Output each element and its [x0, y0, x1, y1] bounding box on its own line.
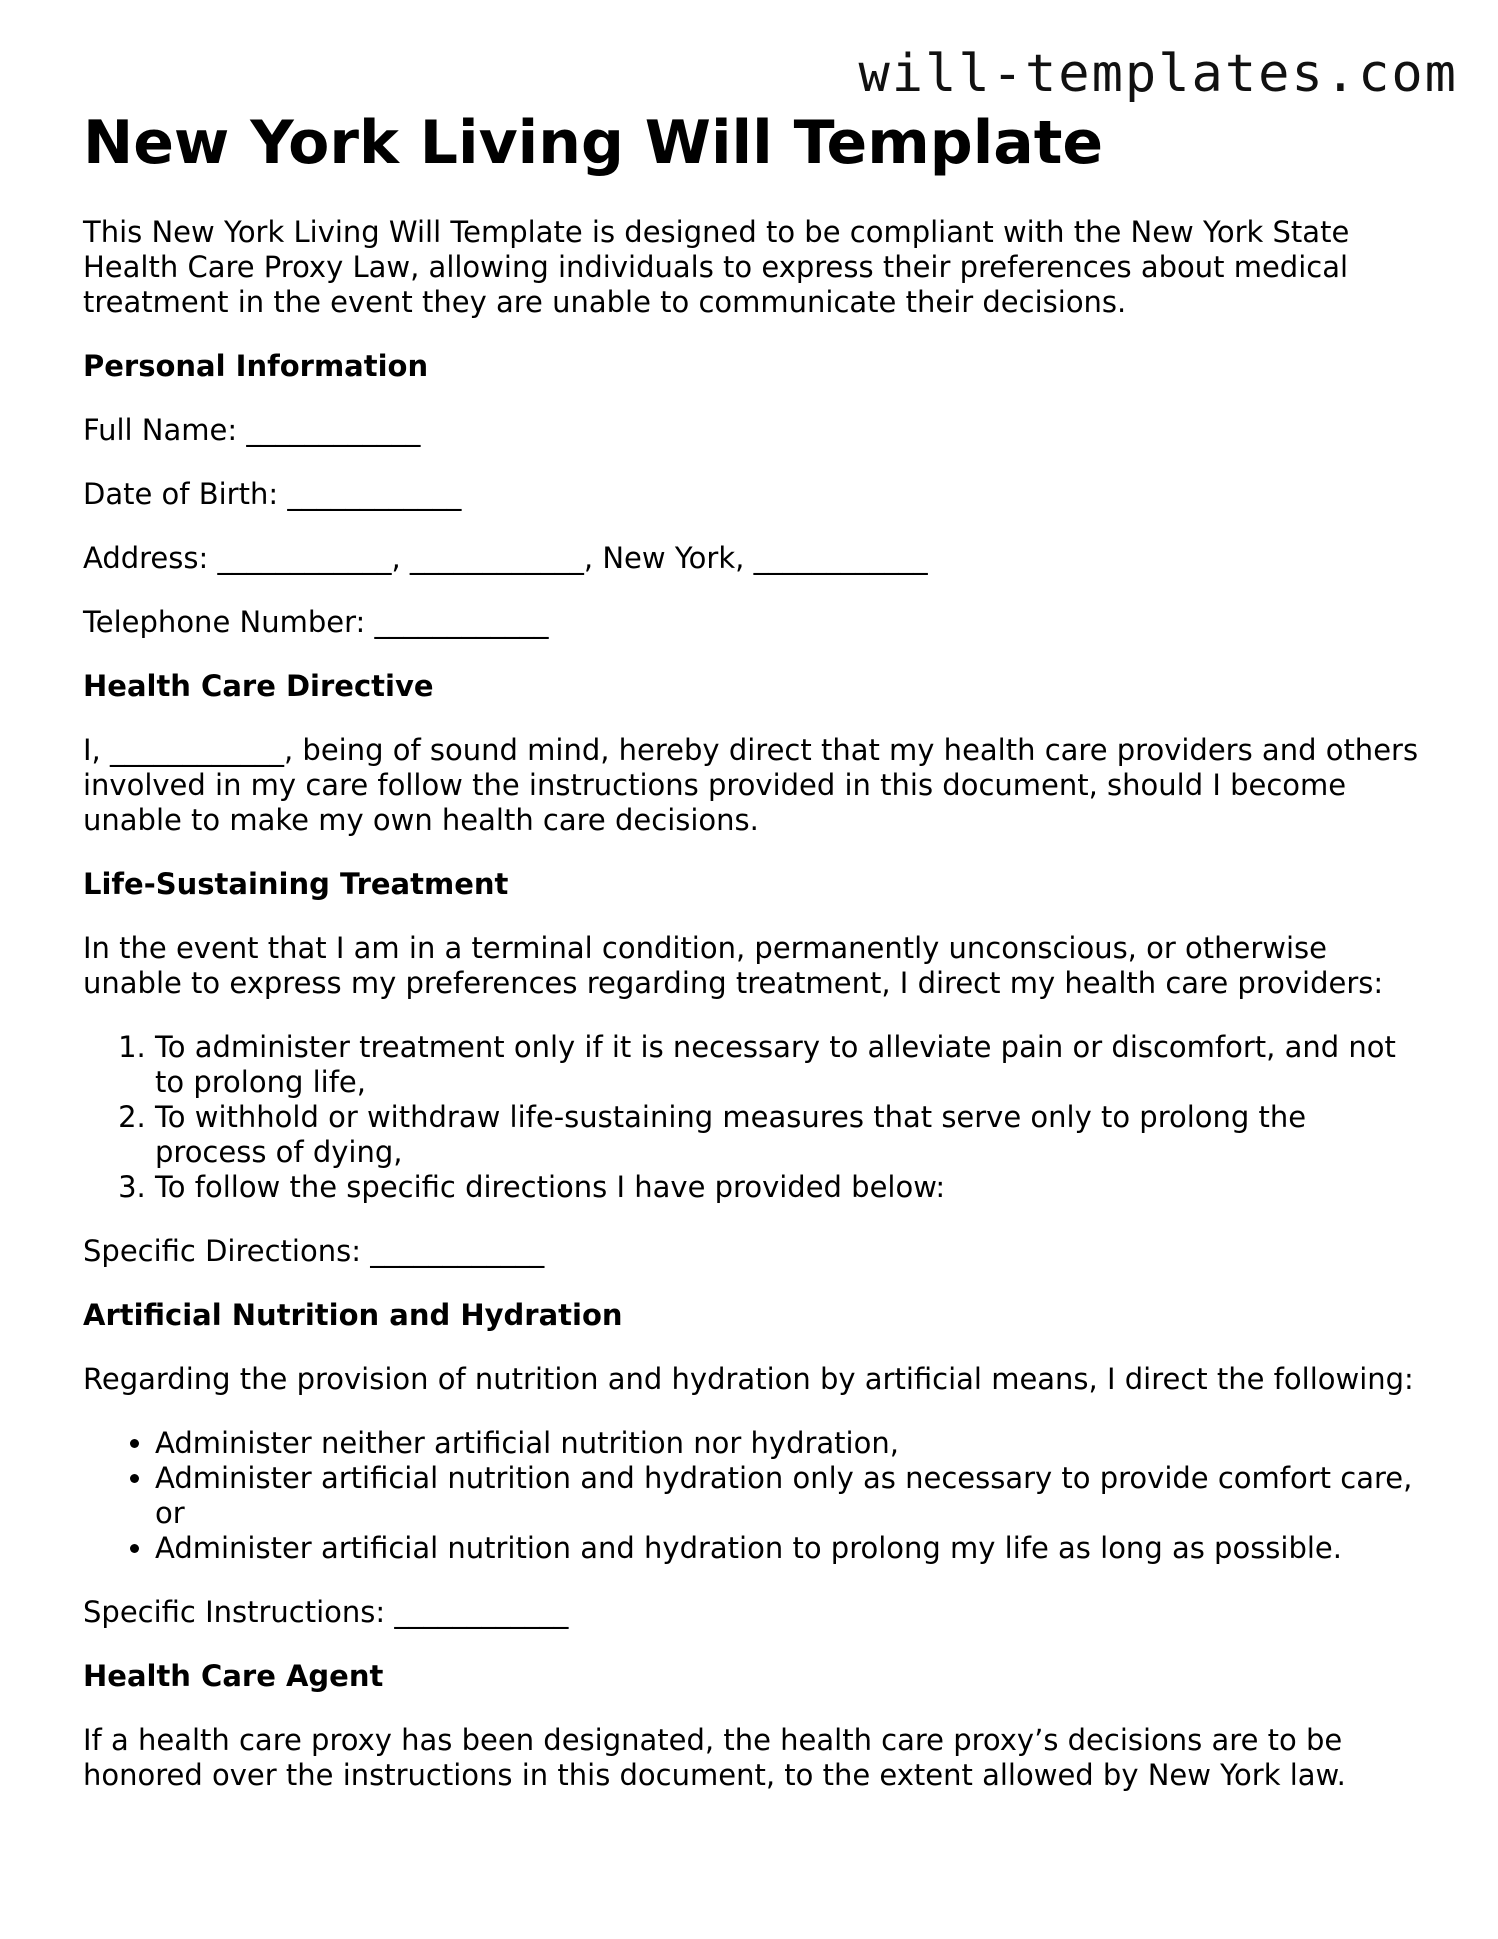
list-item: • Administer neither artificial nutrition nor hydration,	[155, 1426, 1423, 1461]
page-title: New York Living Will Template	[83, 108, 1104, 178]
life-sustaining-paragraph: In the event that I am in a terminal condition, permanently unconscious, or otherwise unable to express my preferences regarding treatment, I direct my health care providers:	[83, 931, 1384, 1000]
specific-instructions-field: Specific Instructions: ____________	[83, 1595, 569, 1629]
nutrition-list	[83, 1426, 1423, 1566]
life-sustaining-heading: Life-Sustaining Treatment	[83, 867, 509, 901]
list-item: • Administer artificial nutrition and hydration to prolong my life as long as possible.	[155, 1531, 1423, 1566]
specific-directions-field: Specific Directions: ____________	[83, 1234, 545, 1268]
directive-heading: Health Care Directive	[83, 669, 434, 703]
list-item: 1. To administer treatment only if it is necessary to alleviate pain or discomfort, and not to prolong life,	[155, 1030, 1423, 1100]
agent-heading: Health Care Agent	[83, 1659, 384, 1693]
watermark: will-templates.com	[858, 44, 1458, 104]
life-sustaining-list	[83, 1030, 1423, 1205]
address-field: Address: ____________, ____________, New York, ____________	[83, 541, 928, 575]
directive-paragraph: I, ____________, being of sound mind, hereby direct that my health care providers and others involved in my care follow the instructions provided in this document, should I become unable to make my own health care decisions.	[83, 733, 1419, 837]
dob-field: Date of Birth: ____________	[83, 477, 462, 511]
agent-paragraph: If a health care proxy has been designated, the health care proxy’s decisions are to be honored over the instructions in this document, to the extent allowed by New York law.	[83, 1723, 1346, 1792]
intro-paragraph: This New York Living Will Template is designed to be compliant with the New York State Health Care Proxy Law, allowing individuals to express their preferences about medical treatment in the event they are unable to communicate their decisions.	[83, 215, 1350, 319]
phone-field: Telephone Number: ____________	[83, 605, 549, 639]
list-item: 3. To follow the specific directions I have provided below:	[155, 1170, 1423, 1205]
nutrition-paragraph: Regarding the provision of nutrition and hydration by artificial means, I direct the following:	[83, 1362, 1414, 1396]
full-name-field: Full Name: ____________	[83, 413, 421, 447]
list-item: • Administer artificial nutrition and hydration only as necessary to provide comfort care, or	[155, 1461, 1423, 1531]
personal-info-heading: Personal Information	[83, 349, 429, 383]
document-page	[83, 100, 1423, 1793]
nutrition-heading: Artificial Nutrition and Hydration	[83, 1298, 623, 1332]
list-item: 2. To withhold or withdraw life-sustaining measures that serve only to prolong the process of dying,	[155, 1100, 1423, 1170]
